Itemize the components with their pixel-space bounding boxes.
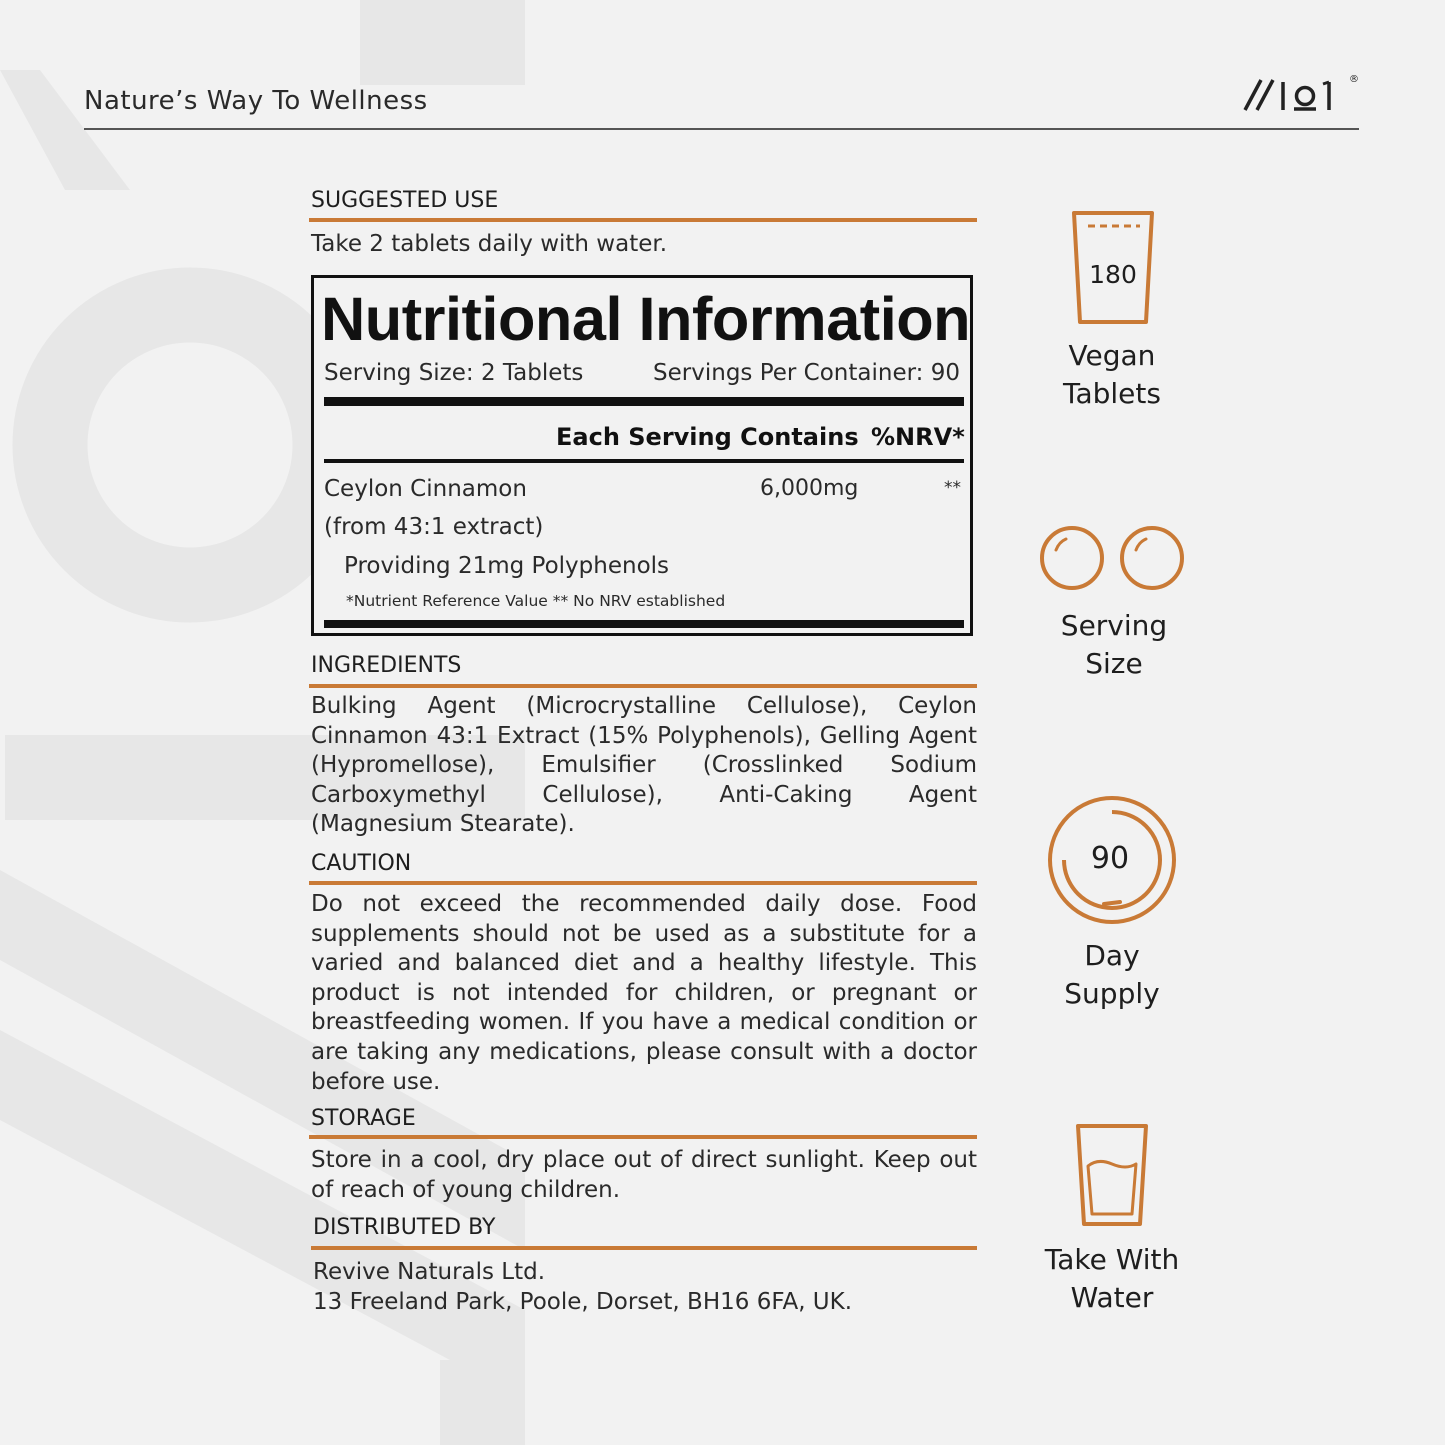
feature-label-line1: Serving [1060, 609, 1168, 642]
pouch-icon [1066, 208, 1160, 332]
registered-mark: ® [1349, 74, 1359, 85]
glass-of-water-icon [1074, 1122, 1150, 1232]
feature-label-line1: Vegan [1068, 339, 1156, 372]
storage-rule [309, 1135, 977, 1139]
nutrient-nrv: ** [944, 478, 961, 498]
feature-label-line2: Size [1085, 647, 1143, 680]
day-supply-icon [1046, 795, 1178, 929]
ingredients-rule [309, 684, 977, 688]
nutrition-title: Nutritional Information [321, 285, 971, 353]
feature-label-line2: Tablets [1063, 377, 1161, 410]
distributed-by-title: DISTRIBUTED BY [313, 1215, 496, 1240]
feature-vegan-tablets-label [992, 337, 1232, 413]
thick-divider [324, 397, 964, 406]
feature-label-line2: Water [1070, 1281, 1154, 1314]
day-count: 90 [1090, 841, 1130, 876]
nrv-footnote: *Nutrient Reference Value ** No NRV established [346, 592, 726, 610]
column-header-nrv: %NRV* [871, 423, 965, 451]
caution-text: Do not exceed the recommended daily dose. Food supplements should not be used as a substitute for a varied and balanced diet and a healthy lifestyle. This product is not intended for children, or pregnant or breastfeeding women. If you have a medical condition or are taking any medications, please consult with a doctor before use. [311, 891, 977, 1095]
brand-logo [1243, 72, 1363, 120]
suggested-use-title: SUGGESTED USE [311, 188, 499, 213]
header-divider [84, 128, 1359, 130]
distributor-name: Revive Naturals Ltd. [313, 1259, 546, 1285]
distributed-by-rule [311, 1246, 977, 1250]
caution-rule [309, 881, 977, 885]
feature-day-supply-label [992, 937, 1232, 1013]
column-header-each-serving: Each Serving Contains [556, 423, 859, 451]
thin-divider [324, 459, 964, 463]
caution-title: CAUTION [311, 851, 412, 876]
storage-title: STORAGE [311, 1106, 416, 1131]
nutrition-facts-panel [311, 275, 973, 636]
bottom-divider [324, 620, 964, 628]
feature-label-line1: Take With [1044, 1243, 1180, 1276]
servings-per-container: Servings Per Container: 90 [653, 360, 960, 386]
polyphenols-line: Providing 21mg Polyphenols [344, 553, 670, 579]
suggested-use-text: Take 2 tablets daily with water. [311, 231, 668, 257]
distributor-address: 13 Freeland Park, Poole, Dorset, BH16 6FA, UK. [313, 1289, 853, 1315]
tagline: Nature’s Way To Wellness [84, 86, 428, 116]
suggested-use-rule [309, 218, 977, 222]
feature-label-line1: Day [1084, 939, 1140, 972]
two-tablets-icon [1036, 522, 1190, 598]
feature-take-with-water-label [992, 1241, 1232, 1317]
feature-serving-size-label [994, 607, 1234, 683]
nutrient-amount: 6,000mg [760, 476, 859, 501]
ingredients-text: Bulking Agent (Microcrystalline Cellulose), Ceylon Cinnamon 43:1 Extract (15% Polyphenols), Gelling Agent (Hypromellose), Emulsifier (Crosslinked Sodium Carboxymethyl Cellulose), Anti-Caking Agent (Magnesium Stearate). [311, 693, 977, 838]
feature-label-line2: Supply [1064, 977, 1160, 1010]
serving-size: Serving Size: 2 Tablets [324, 360, 584, 386]
ingredients-title: INGREDIENTS [311, 653, 462, 678]
nutrient-source: (from 43:1 extract) [324, 514, 544, 540]
storage-text: Store in a cool, dry place out of direct sunlight. Keep out of reach of young children. [311, 1147, 977, 1203]
nutrient-name: Ceylon Cinnamon [324, 476, 527, 502]
tablet-count: 180 [1089, 260, 1137, 289]
